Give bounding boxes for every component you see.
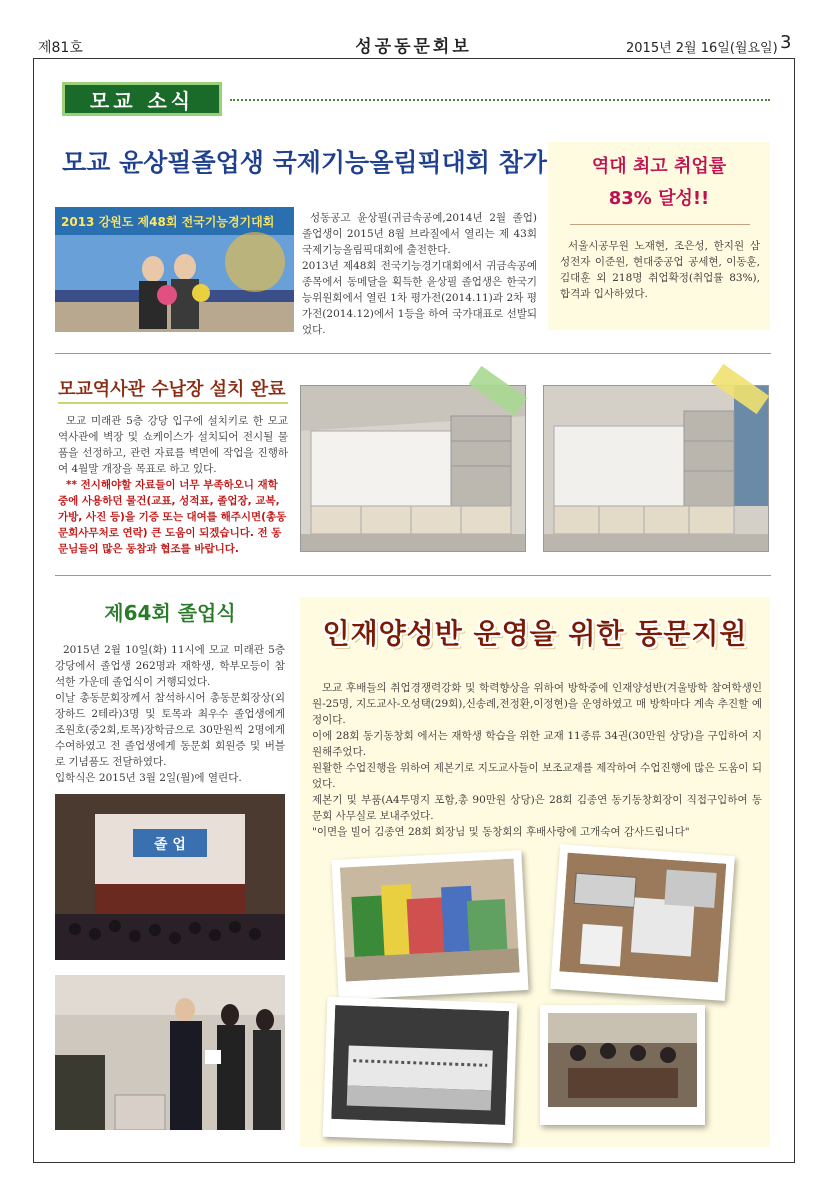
article2-title-underline <box>58 402 288 404</box>
graduation-banner-text: 졸 업 <box>154 837 186 853</box>
article2-notice: ** 전시해야할 자료들이 너무 부족하오니 재학 중에 사용하던 물건(교표, 성적표, 졸업장, 교복, 가방, 사진 등)을 기증 또는 대여를 해주시면(총동문회사무처로 연락) 큰 도움이 되겠습니다. 전 동문님들의 많은 동참과 협조를 바랍니다. <box>58 479 287 555</box>
polaroid-meeting <box>540 1005 705 1125</box>
cabinet-photo-1 <box>300 385 526 552</box>
newspaper-title: 성공동문회보 <box>355 37 472 57</box>
article3-title: 제64회 졸업식 <box>104 601 236 625</box>
page-number: 3 <box>780 32 792 53</box>
issue-date: 2015년 2월 16일(월요일) <box>626 41 778 56</box>
divider-1 <box>55 353 771 354</box>
article4-title: 인재양성반 운영을 위한 동문지원 <box>322 617 748 650</box>
article4-body: 모교 후배들의 취업경쟁력강화 및 학력향상을 위하여 방학중에 인재양성반(겨울방학 참여학생인원-25명, 지도교사-오성택(29회),신송례,전정환,이정현)을 운영하였고 매 방학마다 계속 추진할 예정이다. 이에 28회 동기동창회 에서는 재학생 학습을 위한 교재 11종류 34권(30만원 상당)을 구입하여 지원해주었다. 원활한 수업진행을 위하여 제본기로 지도교사들이 보조교재를 제작하여 수업진행에 많은 도움이 되었다. 제본기 및 부품(A4투명지 포함,총 90만원 상당)은 28회 김종연 동기동창회장이 직접구입하여 동문회 사무실로 보내주었다. "이면을 빌어 김종연 28회 회장님 및 동창회의 후배사랑에 고개숙여 감사드립니다" <box>312 682 762 838</box>
article3-body: 2015년 2월 10일(화) 11시에 모교 미래관 5층 강당에서 졸업생 262명과 재학생, 학부모등이 참석한 가운데 졸업식이 거행되었다. 이날 총동문회장께서 참석하시어 총동문회장상(외장하드 2테라)3명 및 토목과 최우수 졸업생에게 조원호(중2회,토목)장학금으로 30만원씩 2명에게 수여하였고 전 졸업생에게 동문회 회원증 및 버블로 기념품도 전달하였다. 입학식은 2015년 3월 2일(월)에 열린다. <box>55 644 285 784</box>
employment-body: 서울시공무원 노재현, 조은성, 한지원 삼성전자 이준원, 현대중공업 공세현, 이동훈, 김대훈 외 218명 취업확정(취업률 83%), 합격과 입사하였다. <box>560 240 760 300</box>
divider-2 <box>55 575 771 576</box>
article1-photo-banner: 2013 강원도 제48회 전국기능경기대회 <box>61 215 275 229</box>
polaroid-books <box>331 850 528 1000</box>
employment-divider <box>570 224 750 225</box>
issue-number: 제81호 <box>38 40 83 56</box>
section-divider <box>230 99 770 101</box>
article1-photo <box>55 207 294 332</box>
section-tag: 모교 소식 <box>62 82 222 116</box>
article2-title: 모교역사관 수납장 설치 완료 <box>58 379 286 400</box>
article1-body: 성동공고 윤상필(귀금속공예,2014년 2월 졸업) 졸업생이 2015년 8월 브라질에서 열리는 제 43회 국제기능올림픽대회에 출전한다. 2013년 제48회 전국기능경기대회에서 귀금속공예 종목에서 동메달을 획득한 윤상필 졸업생은 한국기능위원회에서 열린 1차 평가전(2014.11)과 2차 평가전(2014.12)에서 1등을 하여 국가대표로 선발되었다. <box>302 212 537 336</box>
polaroid-binder-table <box>550 844 735 1001</box>
graduation-photo-hall <box>55 794 285 960</box>
employment-title-line2: 83% 달성!! <box>608 188 710 209</box>
article1-title: 모교 윤상필졸업생 국제기능올림픽대회 참가 <box>62 148 547 177</box>
graduation-photo-award <box>55 975 285 1130</box>
employment-title-line1: 역대 최고 취업률 <box>591 156 727 177</box>
polaroid-binding-machine <box>323 997 518 1144</box>
cabinet-photo-2 <box>543 385 769 552</box>
article2-body: 모교 미래관 5층 강당 입구에 설치키로 한 모교역사관에 벽장 및 쇼케이스가 설치되어 전시될 물품을 선정하고, 관련 자료를 벽면에 작업을 진행하여 4월말 개장을 목표로 하고 있다. <box>58 415 288 475</box>
